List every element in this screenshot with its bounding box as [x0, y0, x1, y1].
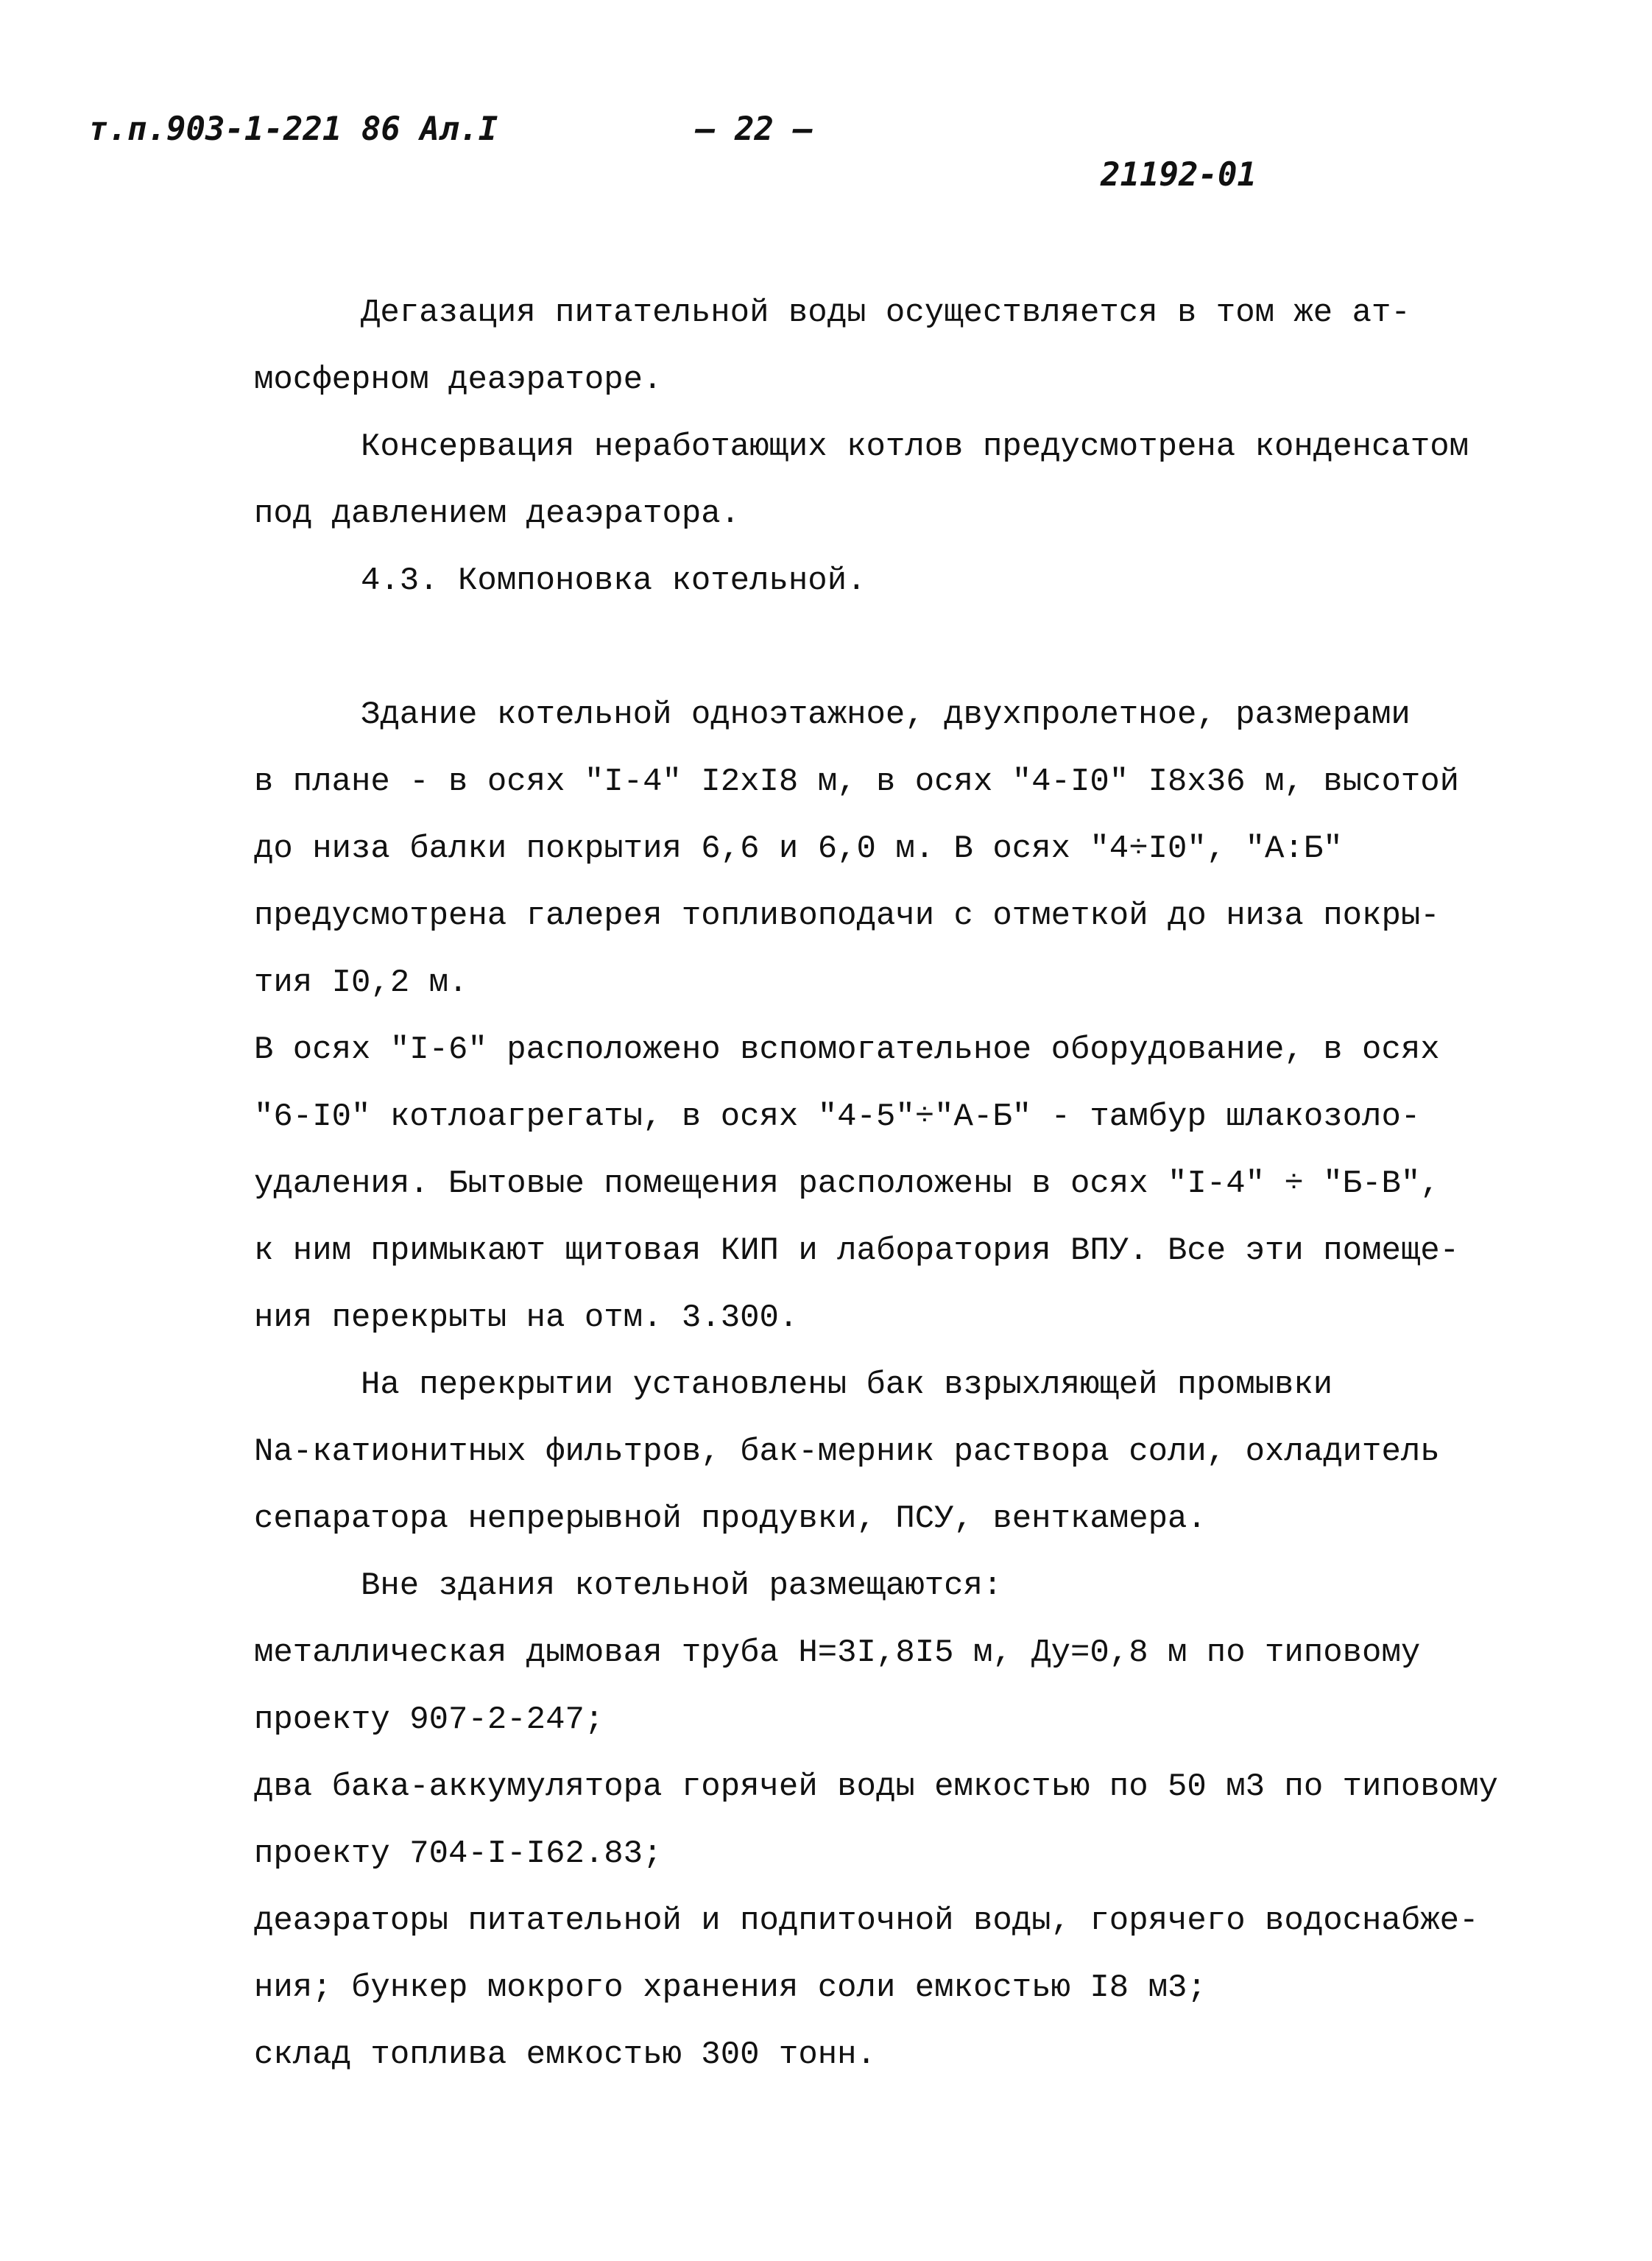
text-line: сепаратора непрерывной продувки, ПСУ, венткамера.: [254, 1500, 1207, 1537]
blank-line: [254, 615, 1579, 682]
text-line: мосферном деаэраторе.: [254, 361, 663, 398]
text-line: Дегазация питательной воды осуществляется в том же ат-: [361, 294, 1411, 331]
paragraph-conservation: [254, 414, 1579, 548]
paragraph-building: [254, 682, 1579, 1017]
text-line: Вне здания котельной размещаются:: [361, 1567, 1003, 1604]
paragraph-floor-equipment: [254, 1352, 1579, 1553]
text-line: Здание котельной одноэтажное, двухпролетное, размерами: [361, 696, 1411, 733]
text-line: в плане - в осях "I-4" I2xI8 м, в осях "4-I0" I8x36 м, высотой: [254, 763, 1460, 800]
text-line: На перекрытии установлены бак взрыхляющей промывки: [361, 1366, 1333, 1403]
document-code: т.п.903-1-221 86 Ал.I: [88, 110, 498, 148]
text-line: к ним примыкают щитовая КИП и лаборатория ВПУ. Все эти помеще-: [254, 1232, 1460, 1269]
text-line: проекту 907-2-247;: [254, 1701, 604, 1738]
text-line: ния перекрыты на отм. 3.300.: [254, 1299, 799, 1336]
text-line: до низа балки покрытия 6,6 и 6,0 м. В осях "4÷I0", "А:Б": [254, 830, 1343, 867]
text-line: склад топлива емкостью 300 тонн.: [254, 2036, 876, 2073]
text-line: металлическая дымовая труба Н=3I,8I5 м, Ду=0,8 м по типовому: [254, 1634, 1421, 1671]
page-number: — 22 —: [696, 110, 813, 148]
paragraph-outdoor-facilities: [254, 1553, 1579, 2089]
text-line: предусмотрена галерея топливоподачи с отметкой до низа покры-: [254, 897, 1440, 934]
section-heading: 4.3. Компоновка котельной.: [361, 562, 866, 599]
text-line: В осях "I-6" расположено вспомогательное оборудование, в осях: [254, 1031, 1440, 1068]
text-line: Консервация неработающих котлов предусмотрена конденсатом: [361, 428, 1469, 465]
paragraph-equipment-layout: [254, 1017, 1579, 1352]
text-line: тия I0,2 м.: [254, 964, 468, 1001]
text-line: Na-катионитных фильтров, бак-мерник раствора соли, охладитель: [254, 1433, 1440, 1470]
paragraph-degassing: [254, 280, 1579, 414]
text-line: проекту 704-I-I62.83;: [254, 1835, 663, 1872]
text-line: деаэраторы питательной и подпиточной воды, горячего водоснабже-: [254, 1902, 1479, 1939]
text-line: под давлением деаэратора.: [254, 495, 741, 532]
inventory-number: 21192-01: [1101, 156, 1257, 194]
text-line: удаления. Бытовые помещения расположены в осях "I-4" ÷ "Б-В",: [254, 1165, 1440, 1202]
text-line: два бака-аккумулятора горячей воды емкостью по 50 м3 по типовому: [254, 1768, 1498, 1805]
text-line: "6-I0" котлоагрегаты, в осях "4-5"÷"А-Б" - тамбур шлакозоло-: [254, 1098, 1421, 1135]
document-body: [254, 280, 1579, 2089]
text-line: ния; бункер мокрого хранения соли емкостью I8 м3;: [254, 1969, 1207, 2006]
